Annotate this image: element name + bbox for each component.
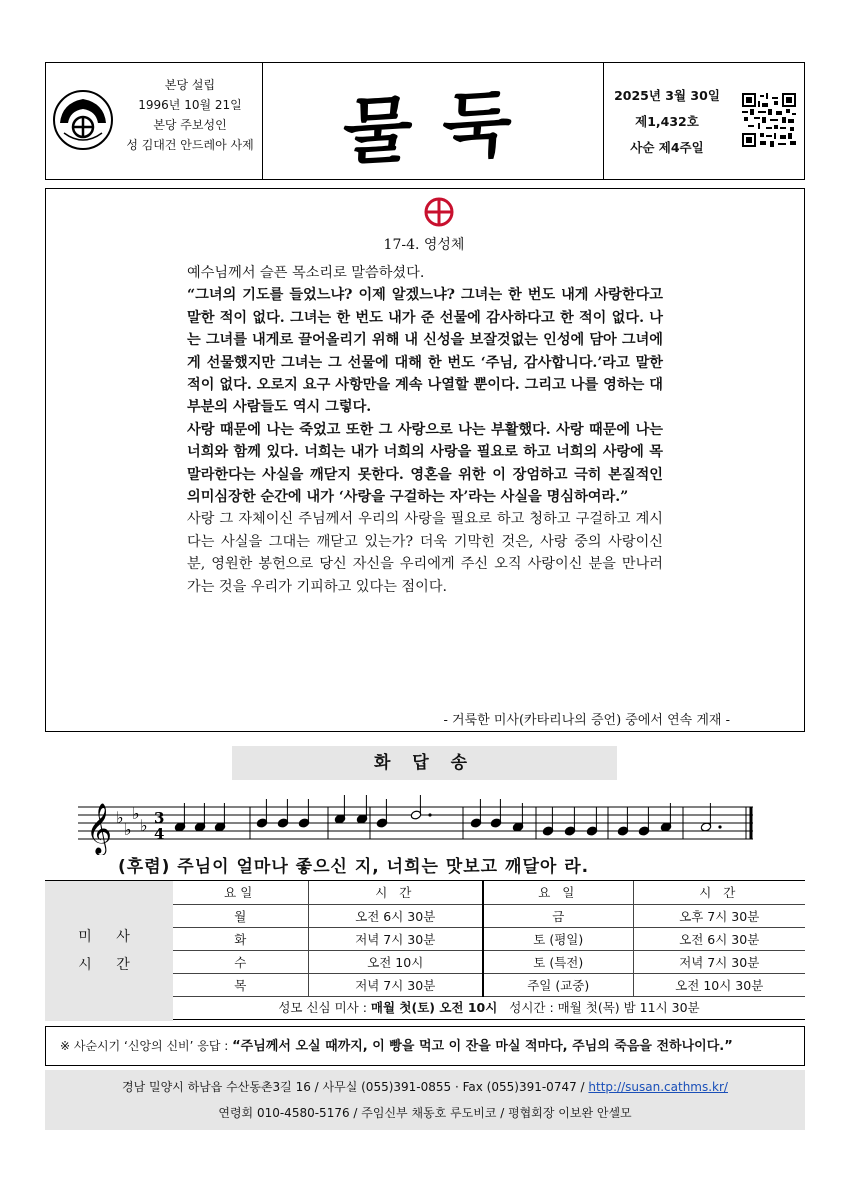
meditation-source: - 거룩한 미사(카타리나의 증언) 중에서 연속 게재 -	[443, 713, 730, 728]
table-row	[173, 927, 805, 950]
table-row	[173, 950, 805, 973]
svg-text:♭: ♭	[140, 816, 148, 835]
time-cell: 오전 10시 30분	[633, 973, 805, 996]
acclamation-text: “주님께서 오실 때까지, 이 빵을 먹고 이 잔을 마실 적마다, 주님의 죽음을 전하나이다.”	[232, 1039, 733, 1054]
meditation-reflection: 사랑 그 자체이신 주님께서 우리의 사랑을 필요로 하고 청하고 구걸하고 계시다는 사실을 그대는 깨닫고 있는가? 더욱 기막힌 것은, 사랑 중의 사랑이신 분, 영원한 봉헌으로 당신 자신을 우리에게 주신 오직 사랑이신 분을 만나러 가는 것을 우리가 기피하고 있다는 점이다.	[187, 511, 663, 595]
table-row	[173, 904, 805, 927]
header-time-right: 시 간	[633, 881, 805, 904]
mass-schedule-label	[45, 881, 173, 1021]
footer-address-line	[45, 1074, 805, 1100]
mass-schedule-table	[173, 881, 805, 997]
bulletin-header	[45, 62, 805, 180]
acclamation-box	[45, 1026, 805, 1066]
special-mass-note	[173, 997, 805, 1019]
holy-hour-note: 성시간 : 매월 첫(목) 밤 11시 30분	[497, 1000, 700, 1015]
footer	[45, 1070, 805, 1130]
note-dot	[718, 825, 721, 828]
day-cell: 화	[173, 927, 308, 950]
music-staff	[78, 795, 768, 855]
melody-notes	[174, 795, 721, 836]
psalm-heading: 화 답 송	[232, 746, 617, 780]
masthead-title: 물둑	[341, 78, 545, 175]
meditation-intro: 예수님께서 슬픈 목소리로 말씀하셨다.	[187, 265, 425, 281]
treble-clef-icon: 𝄞	[86, 803, 113, 854]
acclamation-label: ※ 사순시기 ‘신앙의 신비’ 응답 :	[60, 1039, 233, 1053]
qr-code-icon[interactable]	[742, 93, 796, 147]
table-row	[173, 973, 805, 996]
issue-date: 2025년 3월 30일	[614, 88, 720, 103]
meditation-title: 17-4. 영성체	[383, 237, 465, 253]
marian-mass-label: 성모 신심 미사 :	[278, 1000, 371, 1015]
header-day-left: 요일	[173, 881, 308, 904]
time-cell: 저녁 7시 30분	[308, 973, 483, 996]
svg-text:♭: ♭	[132, 804, 140, 823]
svg-text:♭: ♭	[116, 808, 124, 827]
day-cell: 월	[173, 904, 308, 927]
parish-contacts: 연령회 010-4580-5176 / 주임신부 채동호 루도비코 / 평협회장 이보완 안셀모	[218, 1106, 632, 1120]
issue-info	[612, 83, 722, 161]
time-cell: 오전 10시	[308, 950, 483, 973]
masthead-area	[263, 63, 604, 179]
patron-label: 본당 주보성인	[153, 118, 227, 132]
header-info-left	[46, 63, 263, 179]
liturgical-week: 사순 제4주일	[630, 140, 704, 155]
key-signature-flats	[116, 804, 148, 839]
psalm-lyrics: (후렴) 주님이 얼마나 좋으신 지, 너희는 맛보고 깨달아 라.	[118, 857, 590, 877]
parish-founding-info	[118, 75, 262, 155]
day-cell: 수	[173, 950, 308, 973]
issue-number: 제1,432호	[635, 114, 699, 129]
day-cell: 주일 (교중)	[483, 973, 633, 996]
day-cell: 목	[173, 973, 308, 996]
header-time-left: 시 간	[308, 881, 483, 904]
mass-schedule	[45, 880, 805, 1020]
founding-label: 본당 설립	[164, 78, 216, 92]
time-cell: 오전 6시 30분	[633, 927, 805, 950]
meditation-quote-2: 사랑 때문에 나는 죽었고 또한 그 사랑으로 나는 부활했다. 사랑 때문에 나는 너희와 함께 있다. 너희는 내가 너희의 사랑을 필요로 하고 너희의 사랑에 목말라한다는 사실을 깨닫지 못한다. 영혼을 위한 이 장엄하고 극히 본질적인 의미심장한 순간에 내가 ‘사랑을 구걸하는 자’라는 사실을 명심하여라.”	[187, 421, 663, 506]
meditation-quote-1: “그녀의 기도를 들었느냐? 이제 알겠느냐? 그녀는 한 번도 내게 사랑한다고 말한 적이 없다. 그녀는 한 번도 내가 준 선물에 감사하다고 한 적이 없다. 나는 그녀를 내게로 끌어올리기 위해 내 신성을 보잘것없는 인성에 담아 그녀에게 선물했지만 그녀는 그 선물에 대해 한 번도 ‘주님, 감사합니다.’라고 말한 적이 없다. 오로지 요구 사항만을 계속 나열할 뿐이다. 그리고 나를 영하는 대부분의 사람들도 역시 그렇다.	[187, 287, 663, 416]
parish-address: 경남 밀양시 하남읍 수산동촌3길 16 / 사무실 (055)391-0855 · Fax (055)391-0747 /	[122, 1080, 589, 1094]
meditation-body	[187, 262, 663, 598]
day-cell: 토 (평일)	[483, 927, 633, 950]
day-cell: 금	[483, 904, 633, 927]
parish-website-link[interactable]: http://susan.cathms.kr/	[588, 1080, 728, 1094]
time-cell: 오전 6시 30분	[308, 904, 483, 927]
cross-icon	[423, 196, 455, 228]
marian-mass-time: 매월 첫(토) 오전 10시	[370, 1000, 498, 1015]
note-dot	[428, 813, 431, 816]
day-cell: 토 (특전)	[483, 950, 633, 973]
patron-name: 성 김대건 안드레아 사제	[126, 138, 254, 152]
parish-logo-icon	[52, 89, 114, 151]
time-cell: 오후 7시 30분	[633, 904, 805, 927]
table-header-row	[173, 881, 805, 904]
mass-label-line1: 미 사	[78, 929, 140, 945]
founding-date: 1996년 10월 21일	[138, 98, 242, 112]
time-signature-top: 3	[154, 809, 165, 827]
time-signature-bottom: 4	[154, 825, 165, 843]
time-cell: 저녁 7시 30분	[633, 950, 805, 973]
time-cell: 저녁 7시 30분	[308, 927, 483, 950]
header-info-right	[604, 63, 804, 179]
svg-text:♭: ♭	[124, 820, 132, 839]
mass-label-line2: 시 간	[78, 957, 140, 973]
header-day-right: 요 일	[483, 881, 633, 904]
